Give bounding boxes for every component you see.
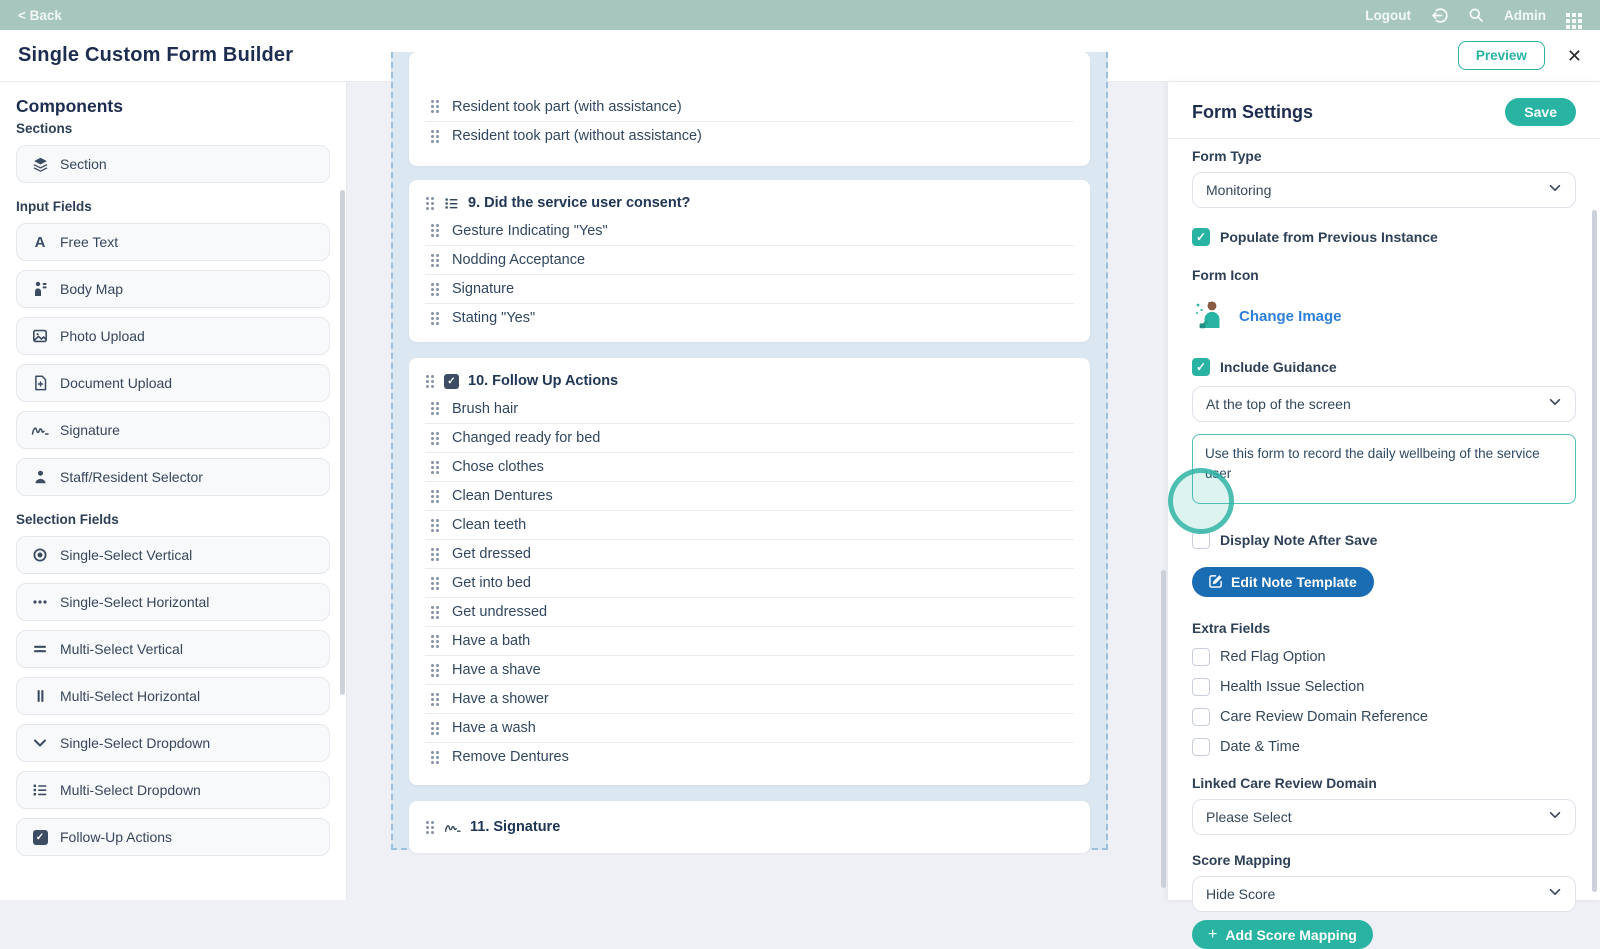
score-mapping-select[interactable]: Hide Score bbox=[1192, 876, 1576, 912]
person-icon bbox=[31, 469, 49, 485]
close-icon[interactable]: ✕ bbox=[1566, 45, 1582, 66]
question-header[interactable] bbox=[425, 368, 1074, 394]
plus-icon: + bbox=[1208, 925, 1218, 943]
linked-domain-label: Linked Care Review Domain bbox=[1192, 776, 1377, 791]
question-card-11 bbox=[409, 801, 1090, 853]
component-label: Follow-Up Actions bbox=[60, 829, 173, 845]
populate-previous-checkbox-row[interactable]: ✓ Populate from Previous Instance bbox=[1192, 228, 1576, 246]
drag-handle-icon[interactable] bbox=[430, 431, 440, 446]
component-label: Photo Upload bbox=[60, 328, 145, 344]
option-row[interactable]: Get into bed bbox=[425, 568, 1074, 597]
guidance-position-select[interactable]: At the top of the screen bbox=[1192, 386, 1576, 422]
question-title: 10. Follow Up Actions bbox=[468, 373, 619, 389]
question-title: 11. Signature bbox=[470, 819, 561, 835]
option-row[interactable]: Have a shower bbox=[425, 684, 1074, 713]
group-title-sections: Sections bbox=[16, 121, 73, 136]
checkbox-icon bbox=[31, 830, 49, 845]
checkbox-checked-icon[interactable] bbox=[1192, 228, 1210, 246]
drag-handle-icon[interactable] bbox=[430, 282, 440, 297]
form-icon-image bbox=[1192, 297, 1226, 336]
checkbox-unchecked-icon[interactable] bbox=[1192, 531, 1210, 549]
body-map-icon bbox=[31, 281, 49, 297]
drag-handle-icon[interactable] bbox=[430, 663, 440, 678]
checkbox-unchecked-icon[interactable] bbox=[1192, 678, 1210, 696]
layers-icon bbox=[31, 156, 49, 173]
option-row[interactable]: Clean Dentures bbox=[425, 481, 1074, 510]
drag-handle-icon[interactable] bbox=[430, 721, 440, 736]
question-header[interactable] bbox=[425, 814, 1074, 840]
form-settings-panel bbox=[1168, 82, 1600, 943]
drag-handle-icon[interactable] bbox=[425, 196, 435, 211]
question-card-partial bbox=[409, 52, 1090, 166]
option-row[interactable]: Clean teeth bbox=[425, 510, 1074, 539]
component-label: Signature bbox=[60, 422, 120, 438]
list-icon bbox=[444, 196, 459, 211]
form-type-select[interactable]: Monitoring bbox=[1192, 172, 1576, 208]
option-row[interactable]: Have a bath bbox=[425, 626, 1074, 655]
radio-icon bbox=[31, 547, 49, 563]
signature-icon bbox=[444, 821, 461, 834]
drag-handle-icon[interactable] bbox=[430, 253, 440, 268]
component-multi-select-dropdown[interactable] bbox=[16, 771, 330, 809]
component-label: Staff/Resident Selector bbox=[60, 469, 203, 485]
component-multi-select-horizontal[interactable] bbox=[16, 677, 330, 715]
components-scroll-area bbox=[0, 121, 346, 893]
form-icon-label: Form Icon bbox=[1192, 268, 1259, 283]
form-type-label: Form Type bbox=[1192, 149, 1262, 164]
component-label: Multi-Select Dropdown bbox=[60, 782, 201, 798]
list-icon bbox=[31, 782, 49, 798]
back-button[interactable]: < Back bbox=[18, 7, 62, 23]
component-label: Multi-Select Horizontal bbox=[60, 688, 201, 704]
group-title-selection-fields: Selection Fields bbox=[16, 512, 119, 527]
drag-handle-icon[interactable] bbox=[430, 518, 440, 533]
question-card-10 bbox=[409, 358, 1090, 785]
checkbox-unchecked-icon[interactable] bbox=[1192, 738, 1210, 756]
photo-upload-icon bbox=[31, 328, 49, 344]
drag-handle-icon[interactable] bbox=[430, 223, 440, 238]
component-document-upload[interactable] bbox=[16, 364, 330, 402]
component-photo-upload[interactable] bbox=[16, 317, 330, 355]
topbar bbox=[0, 0, 1600, 30]
checkbox-unchecked-icon[interactable] bbox=[1192, 648, 1210, 666]
extra-field-care-review-domain[interactable]: Care Review Domain Reference bbox=[1192, 708, 1576, 726]
component-signature[interactable] bbox=[16, 411, 330, 449]
question-header[interactable] bbox=[425, 190, 1074, 216]
chevron-down-icon bbox=[1548, 885, 1562, 904]
component-single-select-dropdown[interactable] bbox=[16, 724, 330, 762]
document-upload-icon bbox=[31, 375, 49, 391]
option-row[interactable]: Chose clothes bbox=[425, 452, 1074, 481]
signature-icon bbox=[31, 423, 49, 437]
form-canvas bbox=[391, 52, 1108, 850]
settings-title: Form Settings bbox=[1192, 101, 1314, 122]
save-button[interactable]: Save bbox=[1505, 98, 1576, 126]
option-row[interactable]: Have a shave bbox=[425, 655, 1074, 684]
checkbox-unchecked-icon[interactable] bbox=[1192, 708, 1210, 726]
include-guidance-checkbox-row[interactable]: ✓ Include Guidance bbox=[1192, 358, 1576, 376]
drag-handle-icon[interactable] bbox=[430, 576, 440, 591]
question-title: 9. Did the service user consent? bbox=[468, 195, 691, 211]
drag-handle-icon[interactable] bbox=[430, 460, 440, 475]
guidance-text-input[interactable] bbox=[1192, 434, 1576, 504]
component-label: Section bbox=[60, 156, 107, 172]
component-label: Single-Select Horizontal bbox=[60, 594, 210, 610]
component-free-text[interactable] bbox=[16, 223, 330, 261]
component-label: Single-Select Dropdown bbox=[60, 735, 211, 751]
apps-grid-icon[interactable] bbox=[1566, 13, 1582, 17]
logout-icon[interactable] bbox=[1431, 7, 1448, 24]
add-score-mapping-button[interactable]: + Add Score Mapping bbox=[1192, 920, 1373, 949]
linked-domain-select[interactable]: Please Select bbox=[1192, 799, 1576, 835]
score-mapping-label: Score Mapping bbox=[1192, 853, 1291, 868]
component-label: Document Upload bbox=[60, 375, 173, 391]
option-row[interactable]: Get dressed bbox=[425, 539, 1074, 568]
component-body-map[interactable] bbox=[16, 270, 330, 308]
sidebar-scrollbar[interactable] bbox=[340, 190, 345, 695]
option-row[interactable]: Have a wash bbox=[425, 713, 1074, 742]
option-row[interactable]: Nodding Acceptance bbox=[425, 245, 1074, 274]
group-title-input-fields: Input Fields bbox=[16, 199, 92, 214]
drag-handle-icon[interactable] bbox=[430, 692, 440, 707]
component-label: Free Text bbox=[60, 234, 119, 250]
checkbox-checked-icon[interactable] bbox=[1192, 358, 1210, 376]
preview-button[interactable]: Preview bbox=[1458, 41, 1545, 70]
option-row[interactable]: Signature bbox=[425, 274, 1074, 303]
drag-handle-icon[interactable] bbox=[430, 401, 440, 416]
component-staff-resident-selector[interactable] bbox=[16, 458, 330, 496]
option-row[interactable]: Remove Dentures bbox=[425, 742, 1074, 771]
checkbox-icon bbox=[444, 374, 459, 389]
components-title: Components bbox=[16, 96, 123, 116]
components-sidebar bbox=[0, 82, 347, 900]
canvas-scrollbar[interactable] bbox=[1161, 570, 1166, 888]
component-multi-select-vertical[interactable] bbox=[16, 630, 330, 668]
edit-pencil-icon bbox=[1209, 574, 1223, 591]
drag-handle-icon[interactable] bbox=[430, 547, 440, 562]
chevron-down-icon bbox=[1548, 395, 1562, 414]
change-image-link[interactable]: Change Image bbox=[1239, 308, 1342, 325]
drag-handle-icon[interactable] bbox=[425, 374, 435, 389]
option-row[interactable]: Resident took part (without assistance) bbox=[425, 121, 1074, 150]
form-canvas-area bbox=[347, 82, 1168, 900]
drag-handle-icon[interactable] bbox=[430, 99, 440, 114]
drag-handle-icon[interactable] bbox=[430, 311, 440, 326]
chevron-down-icon bbox=[1548, 808, 1562, 827]
extra-field-health-issue[interactable]: Health Issue Selection bbox=[1192, 678, 1576, 696]
display-note-checkbox-row[interactable]: Display Note After Save bbox=[1192, 531, 1576, 549]
component-label: Multi-Select Vertical bbox=[60, 641, 183, 657]
component-label: Body Map bbox=[60, 281, 124, 297]
component-label: Single-Select Vertical bbox=[60, 547, 193, 563]
drag-handle-icon[interactable] bbox=[430, 750, 440, 765]
option-row[interactable]: Changed ready for bed bbox=[425, 423, 1074, 452]
extra-fields-label: Extra Fields bbox=[1192, 621, 1271, 636]
extra-field-date-time[interactable]: Date & Time bbox=[1192, 738, 1576, 756]
drag-handle-icon[interactable] bbox=[430, 489, 440, 504]
bars-vertical-icon bbox=[31, 688, 49, 704]
admin-menu[interactable]: Admin bbox=[1504, 7, 1546, 23]
bars-horizontal-icon bbox=[31, 641, 49, 657]
question-card-9 bbox=[409, 180, 1090, 342]
chevron-down-icon bbox=[1548, 181, 1562, 200]
edit-note-template-button[interactable]: Edit Note Template bbox=[1192, 567, 1374, 597]
option-row[interactable]: Stating "Yes" bbox=[425, 303, 1074, 332]
component-follow-up-actions[interactable] bbox=[16, 818, 330, 856]
logout-button[interactable]: Logout bbox=[1365, 7, 1411, 23]
free-text-icon: A bbox=[34, 233, 46, 251]
option-row[interactable]: Gesture Indicating "Yes" bbox=[425, 216, 1074, 245]
option-row[interactable]: Get undressed bbox=[425, 597, 1074, 626]
search-icon[interactable] bbox=[1468, 7, 1484, 23]
drag-handle-icon[interactable] bbox=[430, 605, 440, 620]
extra-field-red-flag[interactable]: Red Flag Option bbox=[1192, 648, 1576, 666]
component-section[interactable] bbox=[16, 145, 330, 183]
drag-handle-icon[interactable] bbox=[430, 634, 440, 649]
page-title: Single Custom Form Builder bbox=[18, 44, 294, 66]
settings-scrollbar[interactable] bbox=[1592, 210, 1597, 892]
component-single-select-horizontal[interactable] bbox=[16, 583, 330, 621]
drag-handle-icon[interactable] bbox=[430, 129, 440, 144]
dots-horizontal-icon bbox=[31, 594, 49, 610]
component-single-select-vertical[interactable] bbox=[16, 536, 330, 574]
chevron-down-icon bbox=[31, 735, 49, 751]
option-row[interactable]: Brush hair bbox=[425, 394, 1074, 423]
option-row[interactable]: Resident took part (with assistance) bbox=[425, 92, 1074, 121]
drag-handle-icon[interactable] bbox=[425, 820, 435, 835]
